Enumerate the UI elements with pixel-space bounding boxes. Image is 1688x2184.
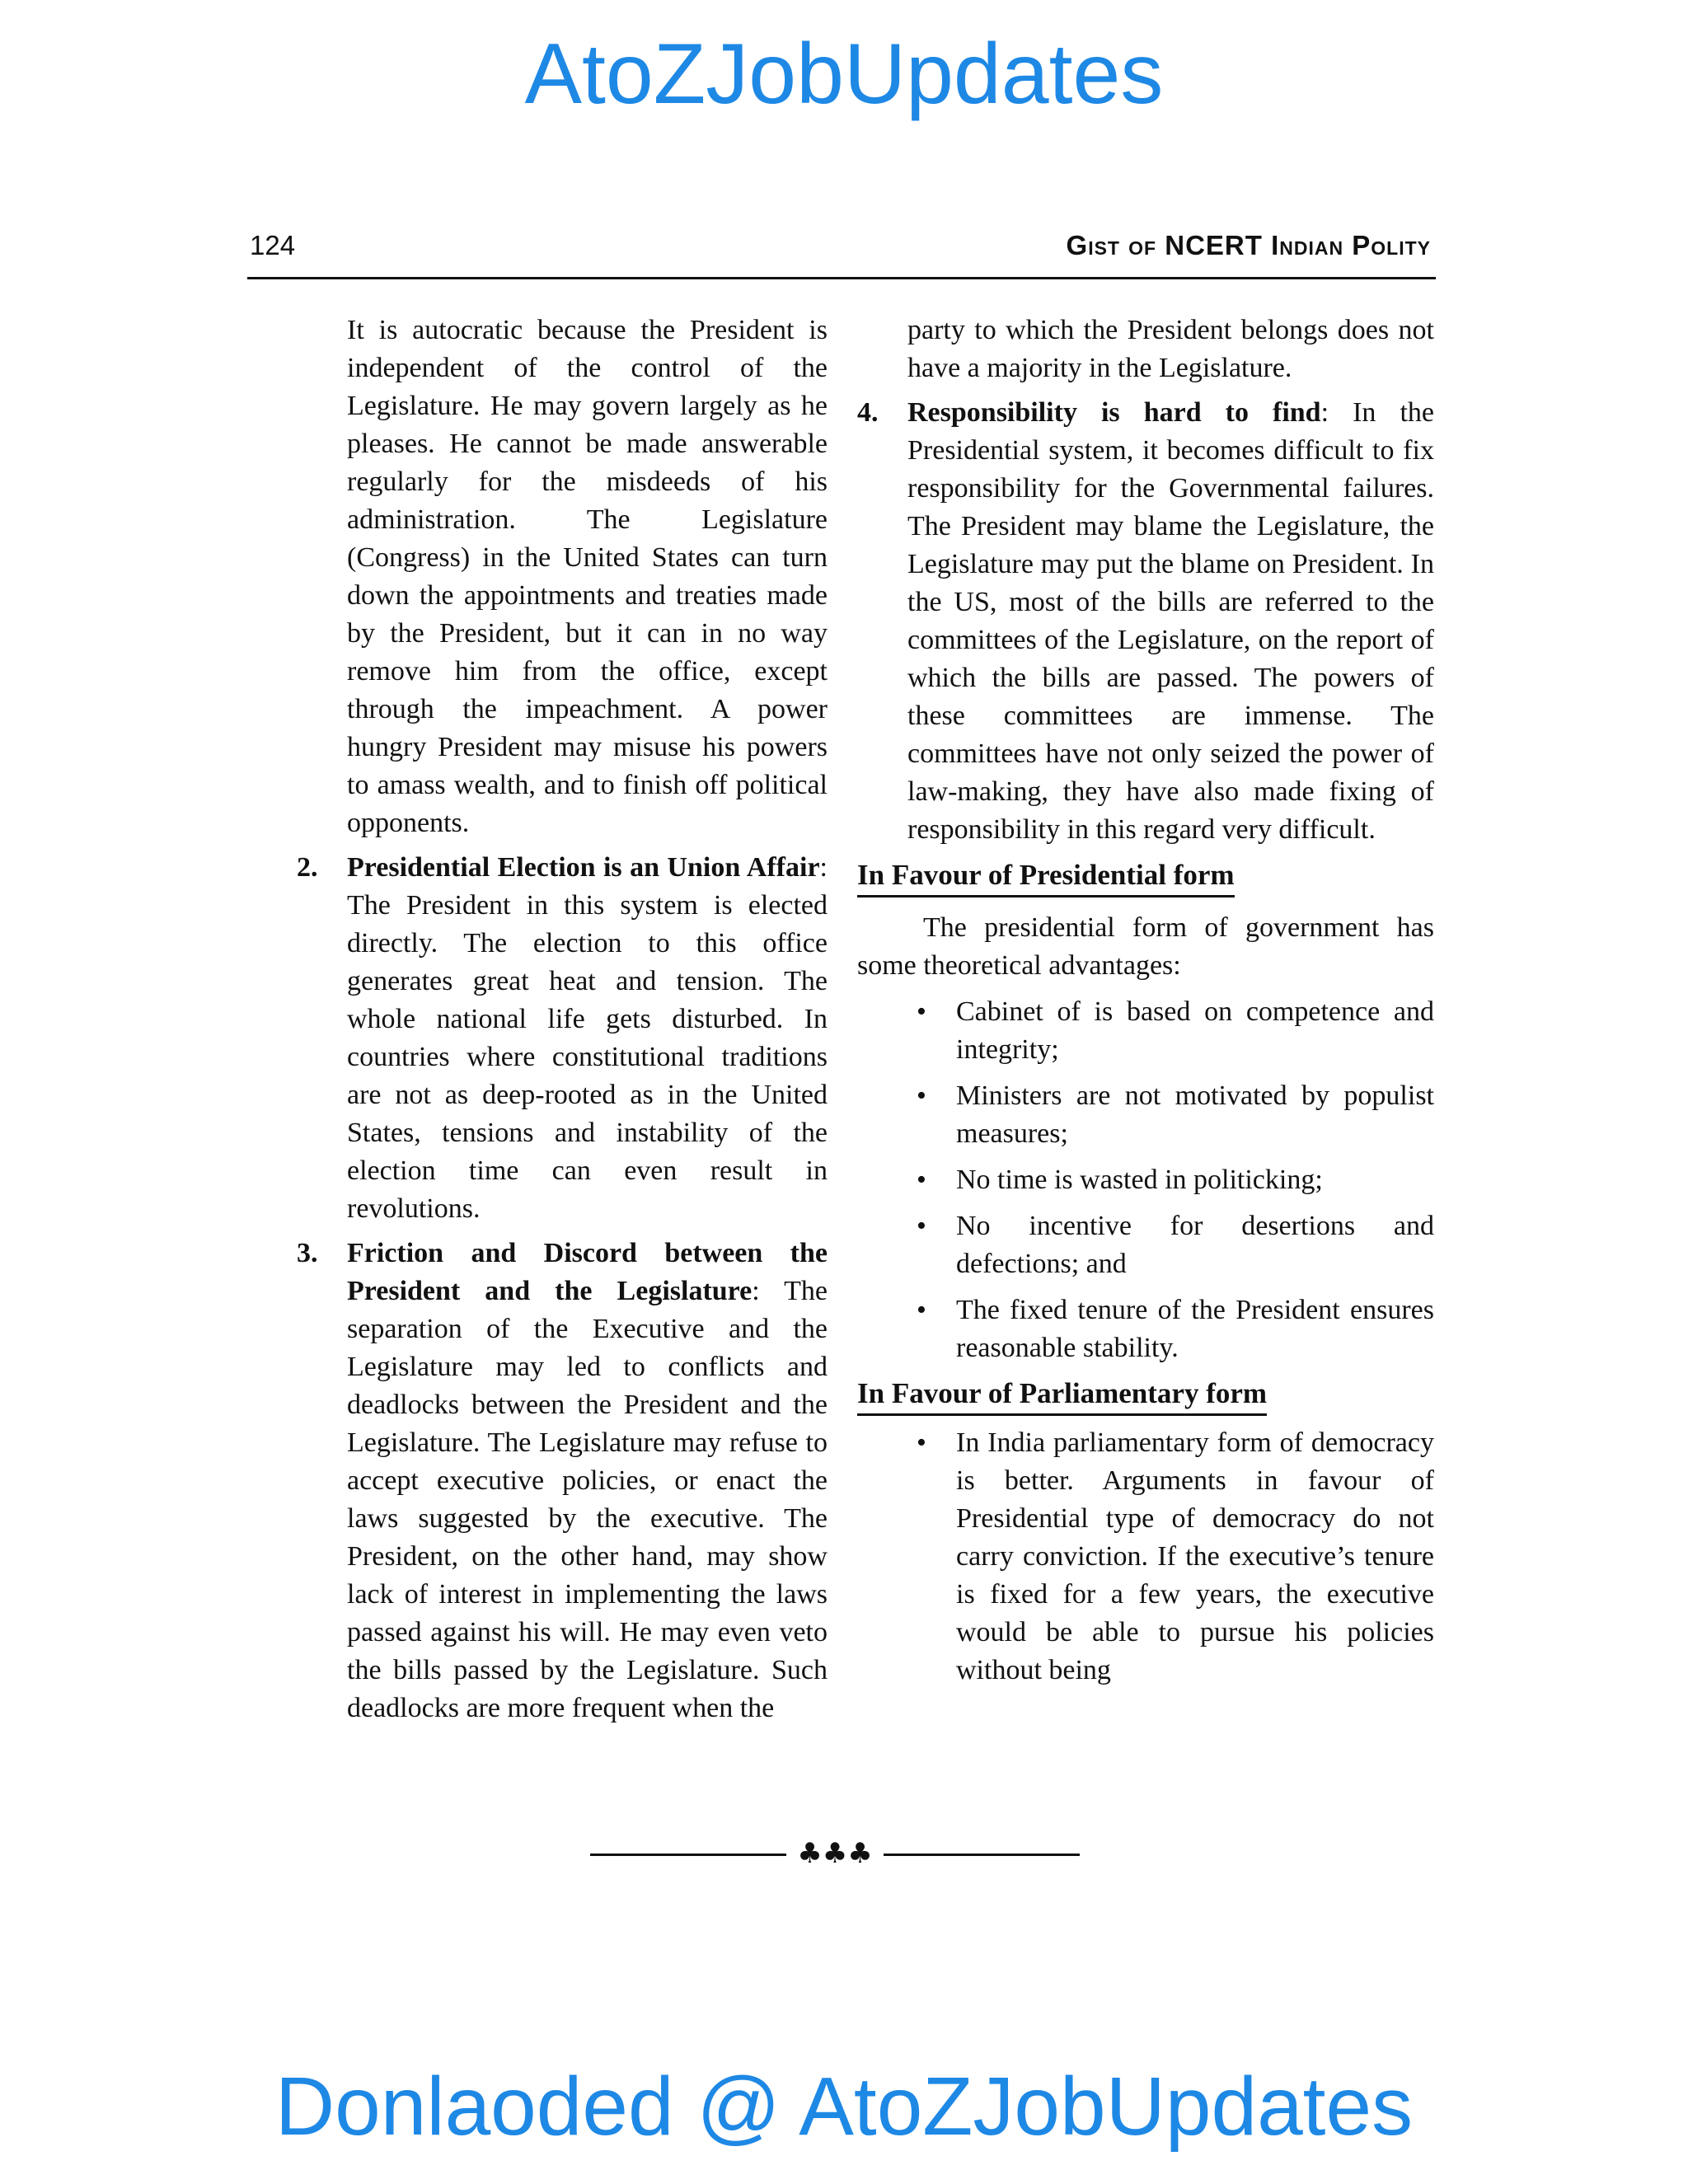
left-column (297, 312, 828, 1727)
item-title: Friction and Discord between the President and the Legislature (347, 1238, 828, 1306)
list-item: • In India parliamentary form of democracy is better. Arguments in favour of Presidential type of democracy do not carry conviction. If the executive’s tenure is fixed for a few years, the executive would be able to pursue his policies without being (857, 1424, 1434, 1690)
numbered-item-3 (297, 1235, 828, 1727)
end-ornament (590, 1835, 1080, 1872)
list-item: • The fixed tenure of the President ensures reasonable stability. (857, 1291, 1434, 1367)
list-item: • Cabinet of is based on competence and integrity; (857, 993, 1434, 1069)
bullet-icon: • (917, 1295, 926, 1325)
watermark-bottom: Donlaoded @ AtoZJobUpdates (274, 2060, 1414, 2153)
list-item: • Ministers are not motivated by populist measures; (857, 1077, 1434, 1153)
section-heading-presidential: In Favour of Presidential form (857, 857, 1235, 898)
item-number: 3. (297, 1238, 318, 1268)
list-item: • No incentive for desertions and defections; and (857, 1207, 1434, 1283)
bullet-icon: • (917, 1211, 926, 1241)
item-title: Responsibility is hard to find (907, 397, 1321, 428)
watermark-top: AtoZJobUpdates (524, 26, 1164, 122)
item-title: Presidential Election is an Union Affair (347, 852, 820, 883)
item-number: 2. (297, 852, 318, 883)
list-item: • No time is wasted in politicking; (857, 1161, 1434, 1199)
section-heading-parliamentary: In Favour of Parliamentary form (857, 1376, 1267, 1416)
numbered-item-2 (297, 849, 828, 1228)
page-number: 124 (250, 230, 296, 260)
bullet-icon: • (917, 1165, 926, 1195)
continuation-paragraph: party to which the President belongs does not have a majority in the Legislature. (907, 315, 1434, 383)
bullet-icon: • (917, 996, 926, 1027)
ornament-rule-right (884, 1854, 1080, 1856)
section-intro: The presidential form of government has some theoretical advantages: (857, 912, 1434, 981)
numbered-item-4 (857, 394, 1434, 849)
bullet-icon: • (917, 1080, 926, 1111)
item-text: : In the Presidential system, it becomes difficult to fix responsibility for the Governmental failures. The President may blame the Legislature, the Legislature may put the blame on President. In the US, most of the bills are referred to the committees of the Legislature, on the report of which the bills are passed. The powers of these committees are immense. The committees have not only seized the power of law-making, they have also made fixing of responsibility in this regard very difficult. (907, 397, 1434, 845)
item-text: : The separation of the Executive and the Legislature may led to conflicts and deadlocks between the President and the Legislature. The Legislature may refuse to accept executive policies, or enact the laws suggested by the executive. The President, on the other hand, may show lack of interest in implementing the laws passed against his will. He may even veto the bills passed by the Legislature. Such deadlocks are more frequent when the (347, 1276, 828, 1723)
running-title: Gist of NCERT Indian Polity (1066, 230, 1431, 260)
item-text: : The President in this system is elected directly. The election to this office generates great heat and tension. The whole national life gets disturbed. In countries where constitutional traditions are not as deep-rooted as in the United States, tensions and instability of the election time can even result in revolutions. (347, 852, 828, 1224)
presidential-advantages-list (857, 993, 1434, 1367)
header-rule (247, 277, 1436, 279)
ornament-rule-left (590, 1854, 786, 1856)
parliamentary-list (857, 1424, 1434, 1690)
item-number: 4. (857, 397, 879, 428)
bullet-icon: • (917, 1427, 926, 1458)
right-column (857, 312, 1434, 1690)
continuation-paragraph: It is autocratic because the President is independent of the control of the Legislature. He may govern largely as he pleases. He cannot be made answerable regularly for the misdeeds of his administration. The Legislature (Congress) in the United States can turn down the appointments and treaties made by the President, but it can in no way remove him from the office, except through the impeachment. A power hungry President may misuse his powers to amass wealth, and to finish off political opponents. (347, 315, 828, 838)
clubs-icon: ♣♣♣ (797, 1837, 873, 1870)
